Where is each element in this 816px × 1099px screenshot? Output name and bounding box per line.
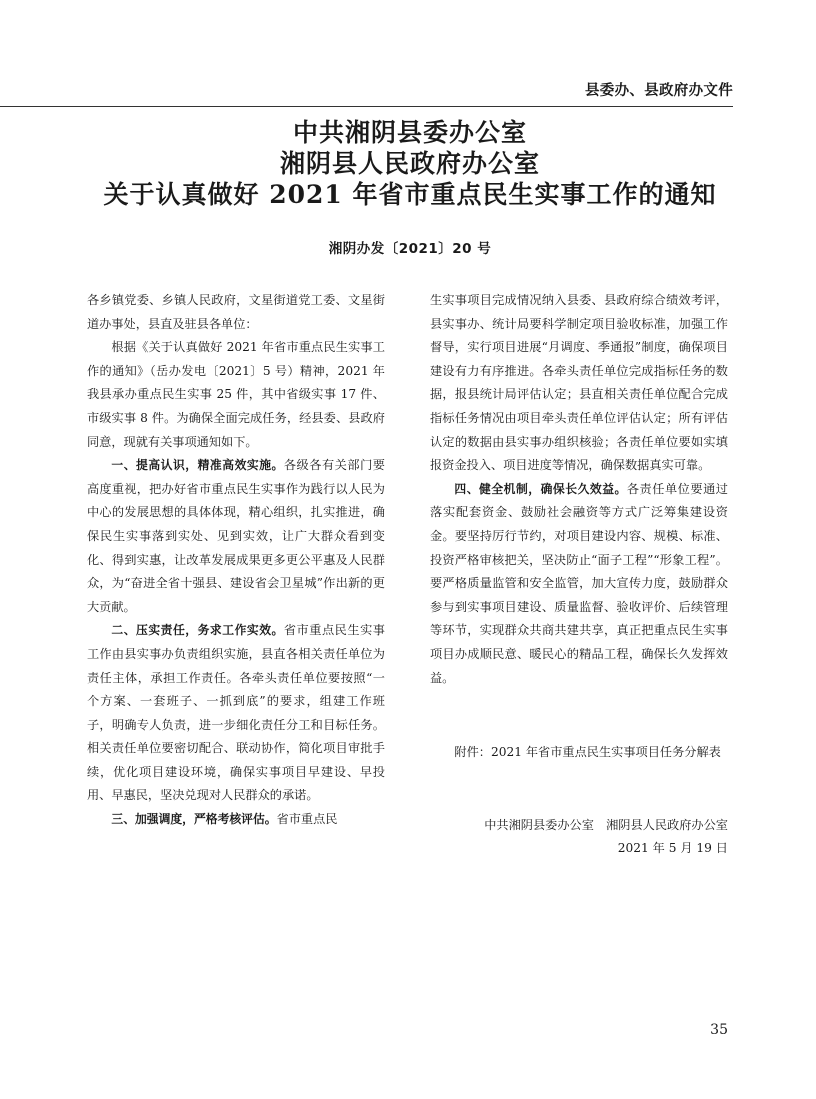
signature-orgs: 中共湘阴县委办公室 湘阴县人民政府办公室	[484, 818, 728, 832]
section-3-text-start: 省市重点民	[276, 812, 338, 827]
page-number: 35	[710, 1022, 728, 1038]
document-title	[60, 117, 760, 210]
document-number: 湘阴办发〔2021〕20 号	[328, 241, 492, 257]
addressees: 各乡镇党委、乡镇人民政府，文星街道党工委、文星街道办事处，县直及驻县各单位：	[87, 293, 385, 331]
title-line-1: 中共湘阴县委办公室	[292, 118, 527, 147]
section-1-text: 各级各有关部门要高度重视，把办好省市重点民生实事作为践行以人民为中心的发展思想的具体体现，精心组织，扎实推进，确保民生实事落到实处、见到实效，让广大群众看到变化、得到实惠，让改革发展成果更多更公平惠及人民群众，为“奋进全省十强县、建设省会卫星城”作出新的更大贡献。	[87, 458, 385, 614]
section-2-paragraph	[87, 619, 385, 808]
header-rule	[0, 106, 733, 107]
title-line-2: 湘阴县人民政府办公室	[279, 149, 540, 178]
attachment-note: 附件：2021 年省市重点民生实事项目任务分解表	[454, 745, 721, 759]
left-column	[87, 289, 385, 832]
section-2-heading: 二、压实责任，务求工作实效。	[111, 623, 284, 638]
running-head-title: 县委办、县政府办文件	[585, 83, 733, 99]
section-3-paragraph-start	[87, 808, 385, 832]
intro-paragraph: 根据《关于认真做好 2021 年省市重点民生实事工作的通知》（岳办发电〔2021〕5 号）精神，2021 年我县承办重点民生实事 25 件，其中省级实事 17 件、市级实事 8 件。为确保全面完成任务，经县委、县政府同意，现就有关事项通知如下。	[87, 340, 385, 449]
section-4-paragraph	[430, 478, 728, 690]
section-3-text: 生实事项目完成情况纳入县委、县政府综合绩效考评，县实事办、统计局要科学制定项目验收标准，加强工作督导，实行项目进展“月调度、季通报”制度，确保项目建设有力有序推进。各牵头责任单位完成指标任务的数据，报县统计局评估认定；县直相关责任单位配合完成指标任务情况由项目牵头责任单位评估认定；所有评估认定的数据由县实事办组织核验；各责任单位要如实填报资金投入、项目进度等情况，确保数据真实可靠。	[430, 293, 728, 473]
section-4-text: 各责任单位要通过落实配套资金、鼓励社会融资等方式广泛筹集建设资金。要坚持厉行节约，对项目建设内容、规模、标准、投资严格审核把关，坚决防止“面子工程”“形象工程”。要严格质量监管和安全监管，加大宣传力度，鼓励群众参与到实事项目建设、质量监督、验收评价、后续管理等环节，实现群众共商共建共享，真正把重点民生实事项目办成顺民意、暖民心的精品工程，确保长久发挥效益。	[430, 481, 728, 685]
section-4-heading: 四、健全机制，确保长久效益。	[454, 481, 627, 496]
title-line-3: 关于认真做好 2021 年省市重点民生实事工作的通知	[103, 180, 717, 209]
signature-date: 2021 年 5 月 19 日	[617, 841, 728, 855]
section-1-heading: 一、提高认识，精准高效实施。	[111, 458, 284, 473]
right-column	[430, 289, 728, 690]
section-3-heading: 三、加强调度，严格考核评估。	[111, 812, 277, 827]
section-2-text: 省市重点民生实事工作由县实事办负责组织实施，县直各相关责任单位为责任主体，承担工作责任。各牵头责任单位要按照“一个方案、一套班子、一抓到底”的要求，组建工作班子，明确专人负责，进一步细化责任分工和目标任务。相关责任单位要密切配合、联动协作，简化项目审批手续，优化项目建设环境，确保实事项目早建设、早投用、早惠民，坚决兑现对人民群众的承诺。	[87, 623, 385, 803]
section-1-paragraph	[87, 454, 385, 619]
section-3-paragraph-cont	[430, 289, 728, 478]
